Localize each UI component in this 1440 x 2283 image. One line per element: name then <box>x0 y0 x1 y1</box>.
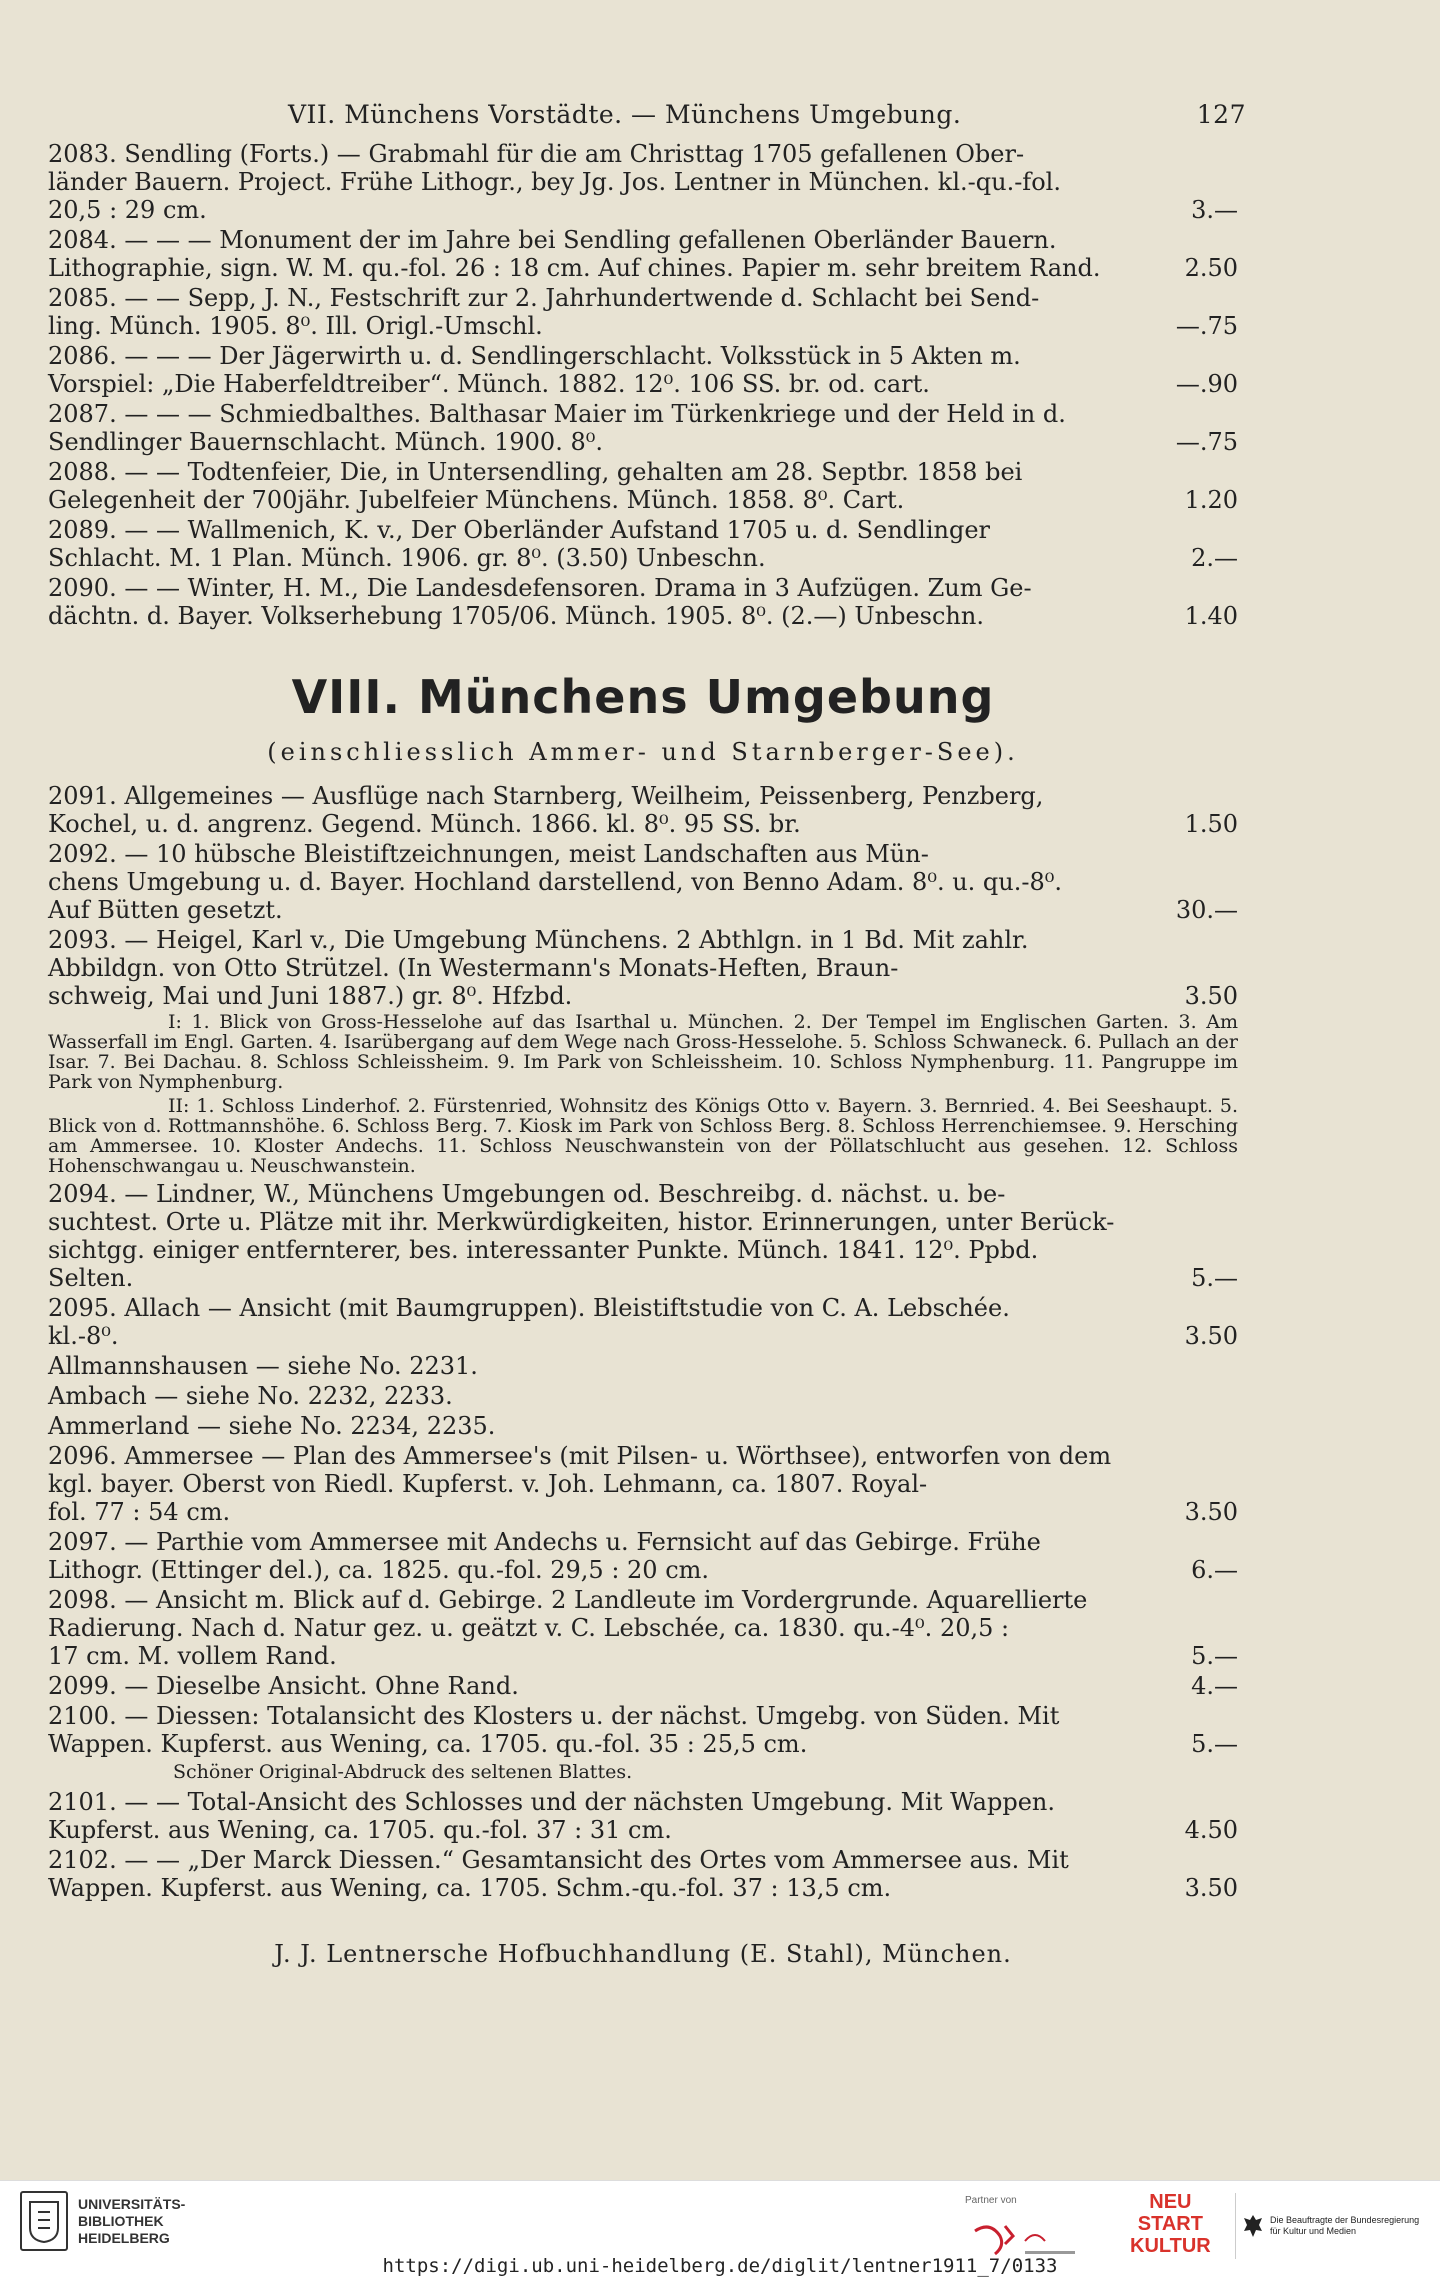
entries-vii <box>48 140 1238 630</box>
entry-line: 2090. — — Winter, H. M., Die Landesdefensoren. Drama in 3 Aufzügen. Zum Ge- <box>48 574 1032 602</box>
entry-line: 2099. — Dieselbe Ansicht. Ohne Rand. <box>48 1672 519 1700</box>
entry-price: 1.20 <box>1184 486 1238 514</box>
entry-price: —.75 <box>1175 312 1238 340</box>
entry-line: suchtest. Orte u. Plätze mit ihr. Merkwürdigkeiten, histor. Erinnerungen, unter Berück- <box>48 1208 1115 1236</box>
page-content <box>48 100 1246 1968</box>
last-line-wrap <box>48 312 1238 340</box>
catalog-entry <box>48 1294 1238 1350</box>
last-line-wrap <box>48 196 1238 224</box>
entry-line: Lithographie, sign. W. M. qu.-fol. 26 : 18 cm. Auf chines. Papier m. sehr breitem Rand. <box>48 254 1101 282</box>
entry-line: sichtgg. einiger entfernterer, bes. interessanter Punkte. Münch. 1841. 12⁰. Ppbd. <box>48 1236 1039 1264</box>
entry-line: 2089. — — Wallmenich, K. v., Der Oberländer Aufstand 1705 u. d. Sendlinger <box>48 516 990 544</box>
catalog-entry <box>48 1788 1238 1844</box>
catalog-entry <box>48 400 1238 456</box>
entry-line: 2100. — Diessen: Totalansicht des Klosters u. der nächst. Umgebg. von Süden. Mit <box>48 1702 1060 1730</box>
entry-line: 2092. — 10 hübsche Bleistiftzeichnungen, meist Landschaften aus Mün- <box>48 840 929 868</box>
catalog-entry <box>48 516 1238 572</box>
catalog-entry <box>48 926 1238 1010</box>
catalog-entry <box>48 284 1238 340</box>
entry-line: fol. 77 : 54 cm. <box>48 1498 231 1526</box>
entry-line: kgl. bayer. Oberst von Riedl. Kupferst. v. Joh. Lehmann, ca. 1807. Royal- <box>48 1470 928 1498</box>
entry-line: 2098. — Ansicht m. Blick auf d. Gebirge. 2 Landleute im Vordergrunde. Aquarellierte <box>48 1586 1088 1614</box>
entry-price: 5.— <box>1191 1730 1238 1758</box>
entry-line: Sendlinger Bauernschlacht. Münch. 1900. 8⁰. <box>48 428 603 456</box>
entry-price: 5.— <box>1191 1264 1238 1292</box>
catalog-entry <box>48 1586 1238 1670</box>
entry-line: Ambach — siehe No. 2232, 2233. <box>48 1382 453 1410</box>
catalog-entry <box>48 226 1238 282</box>
entry-line: 2088. — — Todtenfeier, Die, in Untersendling, gehalten am 28. Septbr. 1858 bei <box>48 458 1023 486</box>
uni-name-line3: HEIDELBERG <box>78 2229 170 2246</box>
bkm-logo[interactable] <box>1235 2193 1425 2259</box>
catalog-entry <box>48 342 1238 398</box>
entry-line: Kochel, u. d. angrenz. Gegend. Münch. 1866. kl. 8⁰. 95 SS. br. <box>48 810 801 838</box>
entry-line: 2083. Sendling (Forts.) — Grabmahl für die am Christtag 1705 gefallenen Ober- <box>48 140 1025 168</box>
section-subtitle: (einschliesslich Ammer- und Starnberger-See). <box>267 738 1019 766</box>
entry-line: 2101. — — Total-Ansicht des Schlosses und der nächsten Umgebung. Mit Wappen. <box>48 1788 1056 1816</box>
catalog-entry <box>48 1382 1238 1410</box>
entry-line: Kupferst. aus Wening, ca. 1705. qu.-fol. 37 : 31 cm. <box>48 1816 672 1844</box>
catalog-entry <box>48 140 1238 224</box>
entry-line: Allmannshausen — siehe No. 2231. <box>48 1352 478 1380</box>
last-line-wrap <box>48 254 1238 282</box>
eagle-icon <box>1242 2213 1264 2239</box>
catalog-entry <box>48 458 1238 514</box>
last-line-wrap <box>48 1816 1238 1844</box>
entry-line: 20,5 : 29 cm. <box>48 196 207 224</box>
plate-list-i: I: 1. Blick von Gross-Hesselohe auf das Isarthal u. München. 2. Der Tempel im Englischen Garten. 3. Am Wasserfall im Engl. Garten. 4. Isarübergang auf dem Wege nach Gross-Hesselohe. 5. Schloss Schwaneck. 6. Pullach an der Isar. 7. Bei Dachau. 8. Schloss Schleissheim. 9. Im Park von Schleissheim. 10. Schloss Nymphenburg. 11. Pangruppe im Park von Nymphenburg. <box>48 1011 1238 1093</box>
entries-viii-a <box>48 782 1238 1010</box>
dfg-logo-icon[interactable] <box>965 2211 1095 2261</box>
last-line-wrap <box>48 428 1238 456</box>
bkm-text <box>1270 2215 1419 2237</box>
entry-line: 2095. Allach — Ansicht (mit Baumgruppen). Bleistiftstudie von C. A. Lebschée. <box>48 1294 1010 1322</box>
catalog-entry <box>48 1846 1238 1902</box>
entry-line: 2087. — — — Schmiedbalthes. Balthasar Maier im Türkenkriege und der Held in d. <box>48 400 1066 428</box>
entry-price: 6.— <box>1191 1556 1238 1584</box>
running-head <box>48 100 1246 140</box>
entry-line: Gelegenheit der 700jähr. Jubelfeier Münchens. Münch. 1858. 8⁰. Cart. <box>48 486 905 514</box>
entry-line: Wappen. Kupferst. aus Wening, ca. 1705. qu.-fol. 35 : 25,5 cm. <box>48 1730 808 1758</box>
entry-line: Radierung. Nach d. Natur gez. u. geätzt v. C. Lebschée, ca. 1830. qu.-4⁰. 20,5 : <box>48 1614 1010 1642</box>
catalog-entry <box>48 1412 1238 1440</box>
entry-line: Abbildgn. von Otto Strützel. (In Westermann's Monats-Heften, Braun- <box>48 954 899 982</box>
catalog-entry <box>48 1672 1238 1700</box>
uni-name-line1: UNIVERSITÄTS- <box>78 2195 186 2212</box>
uni-name-line2: BIBLIOTHEK <box>78 2212 164 2229</box>
neustart-kultur-logo[interactable] <box>1130 2191 1211 2257</box>
entry-line: Wappen. Kupferst. aus Wening, ca. 1705. Schm.-qu.-fol. 37 : 13,5 cm. <box>48 1874 892 1902</box>
entry-line: Selten. <box>48 1264 134 1292</box>
entry-price: 3.50 <box>1184 1874 1238 1902</box>
last-line-wrap <box>48 1322 1238 1350</box>
last-line-wrap <box>48 1730 1238 1758</box>
catalog-entry <box>48 1702 1238 1786</box>
neustart-line3: KULTUR <box>1130 2235 1211 2257</box>
entry-line: 17 cm. M. vollem Rand. <box>48 1642 337 1670</box>
entry-note: Schöner Original-Abdruck des seltenen Blattes. <box>173 1761 633 1783</box>
last-line-wrap <box>48 982 1238 1010</box>
entry-price: —.90 <box>1175 370 1238 398</box>
entry-line: ling. Münch. 1905. 8⁰. Ill. Origl.-Umschl. <box>48 312 543 340</box>
last-line-wrap <box>48 486 1238 514</box>
last-line-wrap <box>48 810 1238 838</box>
catalog-entry <box>48 1528 1238 1584</box>
catalog-entry <box>48 840 1238 924</box>
catalog-entry <box>48 1442 1238 1526</box>
neustart-line1: NEU <box>1149 2191 1192 2213</box>
entry-price: 3.50 <box>1184 1322 1238 1350</box>
entry-line: 2086. — — — Der Jägerwirth u. d. Sendlingerschlacht. Volksstück in 5 Akten m. <box>48 342 1021 370</box>
seal-icon <box>20 2191 68 2251</box>
entry-line: dächtn. d. Bayer. Volkserhebung 1705/06. Münch. 1905. 8⁰. (2.—) Unbeschn. <box>48 602 984 630</box>
last-line-wrap <box>48 1556 1238 1584</box>
entry-price: 4.50 <box>1184 1816 1238 1844</box>
uni-heidelberg-logo[interactable] <box>20 2191 185 2251</box>
entry-line: schweig, Mai und Juni 1887.) gr. 8⁰. Hfzbd. <box>48 982 573 1010</box>
last-line-wrap <box>48 544 1238 572</box>
page-url[interactable]: https://digi.ub.uni-heidelberg.de/diglit/lentner1911_7/0133 <box>382 2255 1058 2277</box>
running-head-title: VII. Münchens Vorstädte. — Münchens Umgebung. <box>288 100 962 129</box>
entry-price: 3.50 <box>1184 1498 1238 1526</box>
bkm-line1: Die Beauftragte der Bundesregierung <box>1270 2215 1420 2225</box>
last-line-wrap <box>48 1672 1238 1700</box>
entry-price: 1.50 <box>1184 810 1238 838</box>
entry-price: 4.— <box>1191 1672 1238 1700</box>
uni-name <box>78 2196 185 2247</box>
entry-line: kl.-8⁰. <box>48 1322 119 1350</box>
catalog-entry <box>48 1180 1238 1292</box>
last-line-wrap <box>48 1642 1238 1670</box>
last-line-wrap <box>48 370 1238 398</box>
last-line-wrap <box>48 1264 1238 1292</box>
entry-line: 2093. — Heigel, Karl v., Die Umgebung Münchens. 2 Abthlgn. in 1 Bd. Mit zahlr. <box>48 926 1029 954</box>
neustart-line2: START <box>1137 2213 1203 2235</box>
entry-line: 2097. — Parthie vom Ammersee mit Andechs u. Fernsicht auf das Gebirge. Frühe <box>48 1528 1041 1556</box>
catalog-entry <box>48 1352 1238 1380</box>
imprint: J. J. Lentnersche Hofbuchhandlung (E. Stahl), München. <box>274 1940 1012 1968</box>
entry-line: 2091. Allgemeines — Ausflüge nach Starnberg, Weilheim, Peissenberg, Penzberg, <box>48 782 1044 810</box>
entry-price: 3.50 <box>1184 982 1238 1010</box>
entry-price: 3.— <box>1191 196 1238 224</box>
section-title: VIII. Münchens Umgebung <box>291 670 995 724</box>
entry-line: Schlacht. M. 1 Plan. Münch. 1906. gr. 8⁰. (3.50) Unbeschn. <box>48 544 766 572</box>
partner-label: Partner von <box>965 2195 1017 2206</box>
entries-viii-b <box>48 1180 1238 1902</box>
entry-line: chens Umgebung u. d. Bayer. Hochland darstellend, von Benno Adam. 8⁰. u. qu.-8⁰. <box>48 868 1062 896</box>
entry-price: 30.— <box>1175 896 1238 924</box>
page-number: 127 <box>1196 100 1246 129</box>
entry-line: 2096. Ammersee — Plan des Ammersee's (mit Pilsen- u. Wörthsee), entworfen von dem <box>48 1442 1112 1470</box>
bkm-line2: für Kultur und Medien <box>1270 2226 1357 2236</box>
last-line-wrap <box>48 602 1238 630</box>
plate-list-ii: II: 1. Schloss Linderhof. 2. Fürstenried, Wohnsitz des Königs Otto v. Bayern. 3. Bernried. 4. Bei Seeshaupt. 5. Blick von d. Rottmannshöhe. 6. Schloss Berg. 7. Kiosk im Park von Schloss Berg. 8. Schloss Herrenchiemsee. 9. Hersching am Ammersee. 10. Kloster Andechs. 11. Schloss Neuschwanstein von der Pöllatschlucht aus gesehen. 12. Schloss Hohenschwangau u. Neuschwanstein. <box>48 1095 1238 1177</box>
entry-price: 1.40 <box>1184 602 1238 630</box>
last-line-wrap <box>48 896 1238 924</box>
entry-line: 2094. — Lindner, W., Münchens Umgebungen od. Beschreibg. d. nächst. u. be- <box>48 1180 1006 1208</box>
entry-line: Vorspiel: „Die Haberfeldtreiber“. Münch. 1882. 12⁰. 106 SS. br. od. cart. <box>48 370 930 398</box>
entry-line: Ammerland — siehe No. 2234, 2235. <box>48 1412 496 1440</box>
entry-line: 2084. — — — Monument der im Jahre bei Sendling gefallenen Oberländer Bauern. <box>48 226 1057 254</box>
last-line-wrap <box>48 1498 1238 1526</box>
entry-line: Lithogr. (Ettinger del.), ca. 1825. qu.-fol. 29,5 : 20 cm. <box>48 1556 710 1584</box>
entry-line: 2085. — — Sepp, J. N., Festschrift zur 2. Jahrhundertwende d. Schlacht bei Send- <box>48 284 1040 312</box>
catalog-entry <box>48 574 1238 630</box>
entry-price: 5.— <box>1191 1642 1238 1670</box>
catalog-entry <box>48 782 1238 838</box>
entry-price: —.75 <box>1175 428 1238 456</box>
entry-price: 2.50 <box>1184 254 1238 282</box>
last-line-wrap <box>48 1874 1238 1902</box>
entry-line: 2102. — — „Der Marck Diessen.“ Gesamtansicht des Ortes vom Ammersee aus. Mit <box>48 1846 1069 1874</box>
entry-line: länder Bauern. Project. Frühe Lithogr., bey Jg. Jos. Lentner in München. kl.-qu.-fol. <box>48 168 1061 196</box>
entry-price: 2.— <box>1191 544 1238 572</box>
entry-line: Auf Bütten gesetzt. <box>48 896 283 924</box>
